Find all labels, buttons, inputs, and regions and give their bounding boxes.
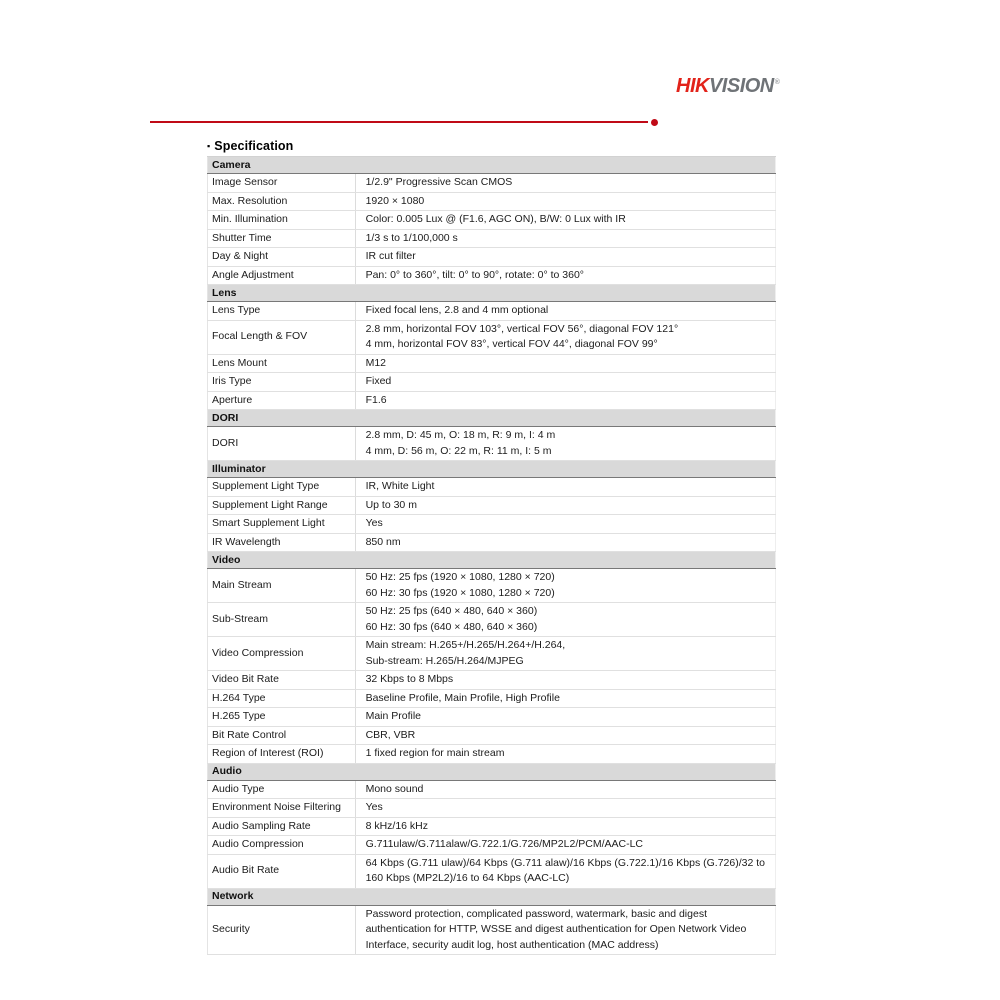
spec-value-line: Mono sound [365,782,424,795]
spec-row [208,229,776,248]
spec-value-line: Up to 30 m [365,498,417,511]
spec-label [208,799,356,818]
spec-label-text: Region of Interest (ROI) [212,747,324,759]
spec-label [208,266,356,285]
spec-label-text: H.264 Type [212,691,266,704]
spec-value [355,354,775,373]
page-title [207,139,776,153]
spec-label-text: Main Stream [212,578,272,591]
spec-label-text: Min. Illumination [212,213,288,225]
page-title-text: Specification [214,139,294,153]
spec-row [208,905,776,955]
spec-label-text: Audio Type [212,782,265,795]
spec-label-text: Aperture [212,393,253,406]
spec-label-text: Supplement Light Range [212,498,328,511]
spec-value-line: Main stream: H.265+/H.265/H.264+/H.264, [365,639,566,651]
spec-value-line: Main Profile [365,710,422,722]
spec-value-line: IR, White Light [365,480,435,492]
section-header-audio [208,763,776,780]
spec-row [208,708,776,727]
section-title: Video [208,552,776,569]
spec-value [355,745,775,764]
spec-value-line: Pan: 0° to 360°, tilt: 0° to 90°, rotate: 0° to 360° [365,268,584,281]
section-header-dori [208,410,776,427]
spec-row [208,637,776,671]
spec-label-text: Video Bit Rate [212,673,279,685]
spec-value-line: authentication for HTTP, WSSE and digest authentication for Open Network Video [365,923,747,935]
spec-label [208,320,356,354]
spec-label-text: Focal Length & FOV [212,330,308,343]
spec-value-line: 160 Kbps (MP2L2)/16 to 64 Kbps (AAC-LC) [365,872,570,884]
spec-label [208,373,356,392]
spec-label [208,302,356,321]
spec-label [208,569,356,603]
spec-label [208,248,356,267]
spec-label-text: Max. Resolution [212,194,288,207]
spec-label [208,817,356,836]
spec-label-text: Audio Compression [212,838,304,850]
spec-value-line: 60 Hz: 30 fps (640 × 480, 640 × 360) [365,620,538,633]
spec-value [355,708,775,727]
spec-label [208,427,356,461]
logo-vision-text: VISION [708,75,774,97]
spec-value [355,192,775,211]
spec-value [355,603,775,637]
section-title: Lens [208,285,776,302]
spec-label-text: Shutter Time [212,231,272,244]
spec-row [208,320,776,354]
spec-row [208,569,776,603]
spec-value-line: Interface, security audit log, host authentication (MAC address) [365,938,659,951]
spec-value-line: 8 kHz/16 kHz [365,819,429,832]
spec-label [208,174,356,193]
spec-row [208,496,776,515]
spec-label [208,745,356,764]
spec-table-body [208,157,776,955]
hikvision-logo [676,75,779,98]
spec-row [208,836,776,855]
spec-row [208,689,776,708]
section-title: Illuminator [208,461,776,478]
spec-value [355,478,775,497]
spec-row [208,533,776,552]
spec-label-text: Security [212,923,250,935]
spec-label [208,229,356,248]
spec-label-text: Lens Type [212,304,261,316]
section-header-network [208,888,776,905]
spec-value-line: 4 mm, D: 56 m, O: 22 m, R: 11 m, I: 5 m [365,444,552,457]
spec-label [208,515,356,534]
spec-value [355,637,775,671]
spec-value-line: 1 fixed region for main stream [365,747,505,759]
spec-row [208,745,776,764]
spec-label [208,211,356,230]
section-title: Camera [208,157,776,174]
spec-value-line: Yes [365,801,383,813]
spec-value [355,496,775,515]
spec-value [355,689,775,708]
spec-value-line: CBR, VBR [365,728,416,741]
section-header-illuminator [208,461,776,478]
spec-label [208,671,356,690]
spec-value-line: F1.6 [365,393,387,406]
spec-row [208,354,776,373]
spec-row [208,478,776,497]
spec-label-text: H.265 Type [212,710,266,722]
spec-label-text: Angle Adjustment [212,268,294,281]
spec-value [355,427,775,461]
spec-value [355,391,775,410]
spec-value [355,320,775,354]
spec-row [208,192,776,211]
spec-value-line: Password protection, complicated password, watermark, basic and digest [365,907,707,920]
spec-label [208,354,356,373]
spec-row [208,726,776,745]
section-title: DORI [208,410,776,427]
spec-label-text: Audio Sampling Rate [212,819,311,832]
spec-row [208,603,776,637]
spec-label-text: Smart Supplement Light [212,517,325,529]
spec-value-line: 50 Hz: 25 fps (640 × 480, 640 × 360) [365,605,538,617]
spec-label-text: Audio Bit Rate [212,864,280,877]
spec-value [355,671,775,690]
registered-trademark-icon: ® [774,79,780,87]
spec-value-line: 2.8 mm, D: 45 m, O: 18 m, R: 9 m, I: 4 m [365,429,556,441]
spec-value [355,533,775,552]
spec-label-text: Iris Type [212,375,252,387]
logo-hik-text: HIK [676,75,709,97]
divider-line [150,121,648,123]
spec-label-text: Day & Night [212,250,269,262]
spec-value-line: 1/2.9" Progressive Scan CMOS [365,176,513,188]
spec-value [355,174,775,193]
spec-label [208,708,356,727]
spec-value-line: Yes [365,517,383,529]
spec-value-line: 2.8 mm, horizontal FOV 103°, vertical FOV 56°, diagonal FOV 121° [365,322,679,335]
spec-value-line: 32 Kbps to 8 Mbps [365,673,454,685]
spec-label [208,192,356,211]
section-title: Network [208,888,776,905]
spec-label [208,496,356,515]
spec-row [208,373,776,392]
spec-value-line: 64 Kbps (G.711 ulaw)/64 Kbps (G.711 alaw)/16 Kbps (G.722.1)/16 Kbps (G.726)/32 to [365,856,765,869]
divider-dot-icon [651,119,658,126]
spec-row [208,302,776,321]
spec-value [355,515,775,534]
spec-label [208,391,356,410]
spec-label-text: Bit Rate Control [212,728,287,741]
spec-value [355,780,775,799]
spec-label [208,478,356,497]
spec-value [355,211,775,230]
spec-value [355,373,775,392]
spec-label-text: Image Sensor [212,176,278,188]
spec-row [208,780,776,799]
spec-label [208,689,356,708]
section-header-lens [208,285,776,302]
spec-value-line: Color: 0.005 Lux @ (F1.6, AGC ON), B/W: 0 Lux with IR [365,213,626,225]
spec-value-line: G.711ulaw/G.711alaw/G.722.1/G.726/MP2L2/PCM/AAC-LC [365,838,643,850]
square-bullet-icon: ▪ [207,141,211,151]
spec-label [208,854,356,888]
spec-value [355,817,775,836]
spec-label-text: IR Wavelength [212,535,281,548]
spec-table [207,156,776,955]
spec-value [355,229,775,248]
spec-value [355,905,775,955]
spec-row [208,248,776,267]
spec-value-line: 1920 × 1080 [365,194,425,207]
spec-row [208,391,776,410]
spec-label [208,726,356,745]
spec-value-line: 4 mm, horizontal FOV 83°, vertical FOV 44°, diagonal FOV 99° [365,338,658,350]
spec-value-line: 50 Hz: 25 fps (1920 × 1080, 1280 × 720) [365,571,555,583]
spec-label [208,637,356,671]
spec-row [208,799,776,818]
spec-value [355,569,775,603]
spec-value [355,836,775,855]
spec-value [355,266,775,285]
spec-value [355,302,775,321]
spec-label-text: Lens Mount [212,356,267,369]
spec-label-text: DORI [212,436,239,449]
spec-value [355,799,775,818]
spec-label [208,836,356,855]
spec-value-line: Fixed [365,375,392,387]
spec-value-line: Sub-stream: H.265/H.264/MJPEG [365,654,524,667]
spec-value-line: M12 [365,356,387,369]
spec-label-text: Environment Noise Filtering [212,801,341,813]
spec-value-line: IR cut filter [365,250,416,262]
spec-label [208,533,356,552]
spec-value [355,854,775,888]
spec-sheet [207,139,776,955]
section-title: Audio [208,763,776,780]
spec-label [208,780,356,799]
spec-row [208,817,776,836]
spec-row [208,427,776,461]
spec-value-line: 850 nm [365,535,401,548]
spec-value-line: 60 Hz: 30 fps (1920 × 1080, 1280 × 720) [365,586,555,599]
spec-row [208,266,776,285]
spec-value [355,248,775,267]
spec-label-text: Sub-Stream [212,612,269,625]
spec-row [208,515,776,534]
spec-row [208,854,776,888]
spec-value-line: Baseline Profile, Main Profile, High Profile [365,691,560,704]
spec-label [208,603,356,637]
spec-label [208,905,356,955]
section-header-video [208,552,776,569]
spec-row [208,174,776,193]
section-header-camera [208,157,776,174]
spec-value [355,726,775,745]
spec-row [208,211,776,230]
spec-value-line: Fixed focal lens, 2.8 and 4 mm optional [365,304,549,316]
spec-row [208,671,776,690]
spec-label-text: Supplement Light Type [212,480,320,492]
spec-value-line: 1/3 s to 1/100,000 s [365,231,458,244]
spec-label-text: Video Compression [212,646,304,659]
